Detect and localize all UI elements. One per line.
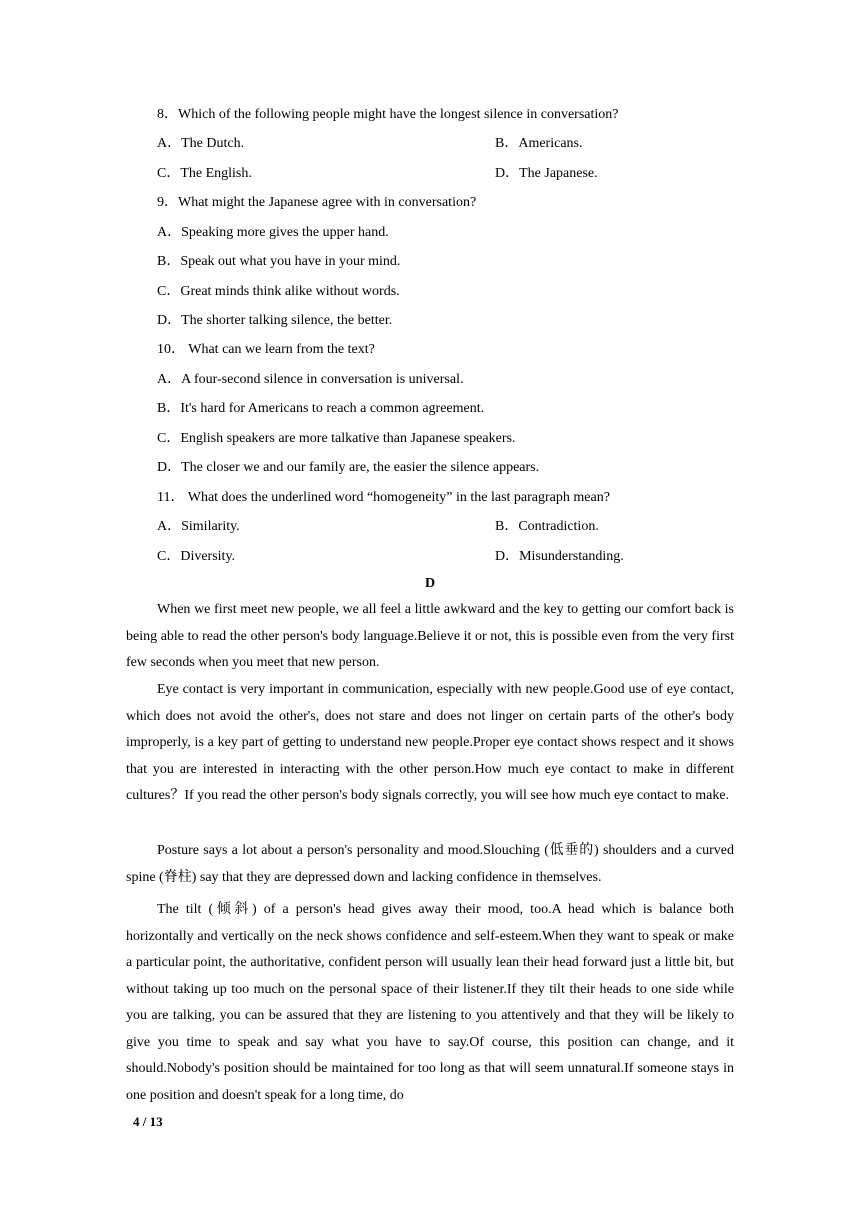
section-title: D: [424, 576, 436, 591]
question-10-option-b: B．It's hard for Americans to reach a common agreement.: [157, 401, 485, 416]
page-number: 4 / 13: [133, 1114, 163, 1129]
question-9-option-c: C．Great minds think alike without words.: [157, 284, 400, 299]
question-9-option-d: D．The shorter talking silence, the better.: [157, 313, 393, 328]
question-8-stem: 8．Which of the following people might have the longest silence in conversation?: [157, 107, 619, 122]
question-9-option-b: B．Speak out what you have in your mind.: [157, 254, 401, 269]
question-11-option-d: D．Misunderstanding.: [495, 549, 624, 564]
question-10-option-c: C．English speakers are more talkative than Japanese speakers.: [157, 431, 516, 446]
question-10-option-a: A．A four-second silence in conversation is universal.: [157, 372, 464, 387]
question-11-stem: 11． What does the underlined word “homogeneity” in the last paragraph mean?: [157, 490, 610, 505]
question-11-option-c: C．Diversity.: [157, 549, 236, 564]
passage-paragraph-4: The tilt (倾斜) of a person's head gives away their mood, too.A head which is balance both horizontally and vertically on the neck shows confidence and self-esteem.When they want to speak or make a particular point, the authoritative, confident person will usually lean their head forward just a little bit, but without taking up too much on the personal space of their listener.If they tilt their heads to one side while you are talking, you can be assured that they are listening to you attentively and that they will be likely to give you time to speak and say what you have to say.Of course, this position can change, and it should.Nobody's position should be maintained for too long as that will seem unnatural.If someone stays in one position and doesn't speak for a long time, do: [126, 902, 734, 1103]
question-8-option-a: A．The Dutch.: [157, 136, 245, 151]
question-10-stem: 10． What can we learn from the text?: [157, 342, 375, 357]
question-8-option-b: B．Americans.: [495, 136, 583, 151]
question-10-option-d: D．The closer we and our family are, the easier the silence appears.: [157, 460, 540, 475]
passage-paragraph-2: Eye contact is very important in communication, especially with new people.Good use of eye contact, which does not avoid the other's, does not stare and does not linger on certain parts of the other's body improperly, is a key part of getting to understand new people.Proper eye contact shows respect and it shows that you are interested in interacting with the other person.How much eye contact to make in different cultures？If you read the other person's body signals correctly, you will see how much eye contact to make.: [126, 682, 734, 803]
question-8-option-d: D．The Japanese.: [495, 166, 598, 181]
question-11-option-a: A．Similarity.: [157, 519, 240, 534]
question-8-option-c: C．The English.: [157, 166, 252, 181]
passage-paragraph-3: Posture says a lot about a person's personality and mood.Slouching (低垂的) shoulders and a curved spine (脊柱) say that they are depressed down and lacking confidence in themselves.: [126, 843, 734, 885]
passage-paragraph-1: When we first meet new people, we all feel a little awkward and the key to getting our comfort back is being able to read the other person's body language.Believe it or not, this is possible even from the very first few seconds when you meet that new person.: [126, 602, 734, 670]
question-9-option-a: A．Speaking more gives the upper hand.: [157, 225, 389, 240]
question-11-option-b: B．Contradiction.: [495, 519, 599, 534]
question-9-stem: 9．What might the Japanese agree with in conversation?: [157, 195, 477, 210]
